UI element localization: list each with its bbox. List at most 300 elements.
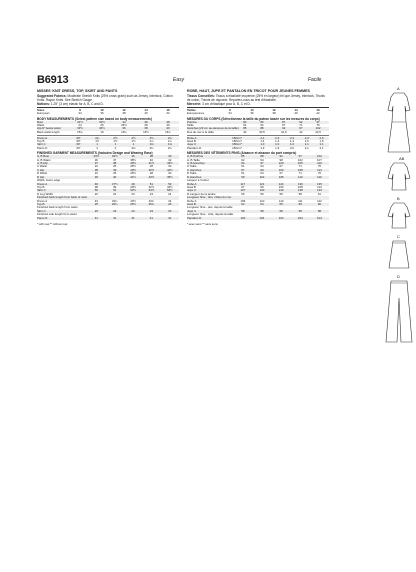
cell-value: 102 <box>307 127 329 130</box>
row-label: Top B <box>37 139 45 144</box>
row-label: Waist <box>37 123 45 128</box>
cell-value: 67 <box>282 123 286 128</box>
cell-value: 43¾ <box>148 198 155 203</box>
cell-value: 41 <box>142 217 160 220</box>
cell-value: 97 <box>233 169 252 172</box>
cell-value: 26½ <box>121 123 127 128</box>
row-label: Pantalon D <box>187 217 233 220</box>
divider <box>187 107 329 108</box>
body-measurements-en <box>37 121 179 135</box>
row-label: Longueur finie - dos, milieu du cou <box>187 196 233 199</box>
cell-value: 83 <box>251 121 273 124</box>
cell-value: 60" <box>76 145 81 150</box>
cell-value: 1,0 <box>285 143 300 146</box>
cell-value: 64 <box>233 203 252 206</box>
view-label: C <box>397 234 400 239</box>
cell-value: 109 <box>240 198 246 203</box>
view-label: AB <box>399 156 405 161</box>
cell-value: 39½ <box>124 162 142 165</box>
cell-value: 40½ <box>124 169 142 172</box>
cell-value: 150cm* <box>219 137 255 140</box>
cell-value: 40 <box>157 127 179 130</box>
cell-value: 30 <box>168 164 172 169</box>
cell-value: 2½ <box>106 137 124 140</box>
cell-value: 47½ <box>106 183 124 186</box>
cell-value: 1,6 <box>304 139 309 144</box>
row-label: Hanches (23 cm au-dessous de la taille) <box>187 126 239 131</box>
row-label: Hip-9" below waist <box>37 127 69 130</box>
cell-value: 42 <box>168 157 172 162</box>
cell-value: 1,1 <box>299 143 314 146</box>
cell-value: 64 <box>260 164 264 169</box>
cell-value: 80 <box>239 121 251 124</box>
cell-value: 1,4 <box>275 139 280 144</box>
row-label: D Taille <box>187 171 197 176</box>
cell-value: 2,3 <box>270 137 285 140</box>
cell-value: 87 <box>273 121 295 124</box>
row-label: Top B <box>37 203 87 206</box>
cell-value: 71 <box>299 123 303 128</box>
cell-value: 16 <box>100 129 104 134</box>
cell-value: 2¾ <box>161 137 179 140</box>
fabric-yardage-fr <box>187 137 329 151</box>
cell-value: 49 <box>124 183 142 186</box>
cell-value: 34½ <box>91 127 113 130</box>
body-measurements-title-en: BODY MEASUREMENTS (Select pattern size based on body measurements) <box>37 116 152 121</box>
cell-value: 2⅛ <box>131 145 136 150</box>
cell-value: 34 <box>113 121 135 124</box>
cell-value: 1⅛ <box>143 143 161 146</box>
finished-measurements-en <box>37 155 179 220</box>
row-label: Haut B <box>187 139 196 144</box>
row-label: Robe A <box>187 183 233 186</box>
cell-value: 33½ <box>69 127 91 130</box>
finished-measurements-title-fr: MESURES DES VÊTEMENTS FINIS (Aisance et aisance du port compris) <box>187 151 297 156</box>
cell-value: 38 <box>106 162 124 165</box>
cell-value: 76 <box>316 123 320 128</box>
row-label: Robe A <box>187 198 197 203</box>
pattern-number: B6913 <box>37 74 69 86</box>
cell-value: 40 <box>149 157 153 162</box>
cell-value: 51 <box>142 183 160 186</box>
cell-value: 25 <box>87 203 105 206</box>
cell-value: 23 <box>131 191 135 196</box>
cell-value: 97 <box>291 155 310 158</box>
cell-value: 143 <box>310 189 329 192</box>
cell-value: 23 <box>149 191 153 196</box>
cell-value: 1⅛ <box>161 143 179 146</box>
row-label: Jupe C <box>187 210 233 213</box>
cell-value: 2½ <box>143 137 161 140</box>
cell-value: 1,6 <box>319 139 324 144</box>
cell-value: 37 <box>87 162 105 165</box>
cell-value: 23 <box>161 210 179 213</box>
cell-value: 124 <box>272 183 291 186</box>
row-label: Finished back length from waist <box>37 205 78 210</box>
row-label: D Waist <box>37 171 48 176</box>
cell-value: 26½ <box>130 164 136 169</box>
cell-value: 2,1 <box>255 137 270 140</box>
cell-value: 22 <box>113 191 117 196</box>
cell-value: 2,6 <box>314 137 329 140</box>
cell-value: 23 <box>106 210 124 213</box>
cell-value: 2,0 <box>289 145 294 150</box>
cell-value: 108 <box>291 169 310 172</box>
view-label: A <box>397 86 400 91</box>
cell-value: 130 <box>291 183 310 186</box>
row-label: C Hanches <box>187 169 233 172</box>
row-label: Skirt C <box>37 210 87 213</box>
cell-value: 104 <box>252 217 271 220</box>
row-label: D Largeur de la jambe <box>187 191 216 196</box>
cell-value: 36 <box>124 155 142 158</box>
cell-value: 40 <box>106 176 124 179</box>
cell-value: 138 <box>291 189 310 192</box>
cell-value: 54½ <box>142 189 160 192</box>
cell-value: 61 <box>241 164 245 169</box>
cell-value: 117 <box>233 183 252 186</box>
row-label: C Waist <box>37 164 48 169</box>
cell-value: 38½ <box>130 157 136 162</box>
cell-value: 53 <box>161 183 179 186</box>
cell-value: 1,0 <box>270 143 285 146</box>
cell-value: 67 <box>279 171 283 176</box>
dress-a-drawing <box>385 92 413 154</box>
view-line-drawings <box>377 86 416 346</box>
cell-value: 24 <box>94 164 98 169</box>
cell-value: 92 <box>241 157 245 162</box>
cell-value: 1½ <box>113 139 118 144</box>
row-label: Jupe C <box>187 143 219 146</box>
finished-measurements-fr <box>187 155 329 220</box>
cell-value: 60" <box>69 143 88 146</box>
cell-value: 1,4 <box>260 139 265 144</box>
cell-value: 32½ <box>91 121 113 124</box>
cell-value: 112 <box>317 198 322 203</box>
cell-value: 1¾ <box>149 139 154 144</box>
cell-value: 1,4 <box>289 139 294 144</box>
table-row <box>187 147 329 150</box>
cell-value: 38 <box>135 127 157 130</box>
row-label: Top B <box>37 184 45 189</box>
cell-value: 37 <box>113 157 117 162</box>
sizes-row: Sizes 8 10 12 14 16 <box>37 107 170 112</box>
footnote-en: * with nap ** without nap <box>37 221 68 226</box>
row-label: Dress A <box>37 137 69 140</box>
garment-title-en: MISSES' KNIT DRESS, TOP, SKIRT AND PANTS <box>37 89 118 93</box>
footnote-fr: * avec sens ** sans sens <box>187 221 218 226</box>
cell-value: 64 <box>252 203 271 206</box>
cell-value: 43¼ <box>111 198 118 203</box>
cell-value: 25 <box>113 171 117 176</box>
cell-value: 58 <box>291 210 310 213</box>
cell-value: 44½ <box>161 169 179 172</box>
cell-value: 88 <box>252 155 271 158</box>
cell-value: 25¾ <box>142 203 160 206</box>
european-sizes-row: Européennes 34 36 38 40 42 <box>187 111 320 116</box>
cell-value: 38 <box>142 155 160 158</box>
row-label: Dos de nuc à la taille <box>187 129 214 134</box>
cell-value: 58 <box>310 210 329 213</box>
cell-value: 51 <box>106 189 124 192</box>
cell-value: 76 <box>317 164 322 169</box>
cell-value: 1½ <box>95 139 100 144</box>
cell-value: 103 <box>278 184 284 189</box>
row-label: D Hip <box>37 176 87 179</box>
cell-value: 99 <box>252 169 271 172</box>
cell-value: 150cm* <box>232 145 242 150</box>
row-label: Pantalon D <box>187 145 202 150</box>
cell-value: 56 <box>241 191 245 196</box>
cell-value: 1 <box>106 143 124 146</box>
cell-value: 2,3 <box>285 137 300 140</box>
cell-value: 65 <box>291 203 310 206</box>
cell-value: 97 <box>295 127 307 130</box>
body-measurements-fr <box>187 121 329 135</box>
cell-value: 92 <box>295 121 307 124</box>
table-row <box>187 217 329 220</box>
cell-value: 1 <box>88 143 106 146</box>
row-label: Pants D <box>37 217 87 220</box>
cell-value: 2¼ <box>167 145 172 150</box>
cell-value: 36 <box>94 157 98 162</box>
sizes-row: Tailles 8 10 12 14 16 <box>187 107 320 112</box>
cell-value: 99 <box>233 176 252 179</box>
cell-value: 150cm* <box>219 143 255 146</box>
row-label: Dress A <box>37 183 87 186</box>
cell-value: 113 <box>317 184 322 189</box>
cell-value: 113 <box>310 169 329 172</box>
dress-back-drawing <box>385 162 413 192</box>
cell-value: 30 <box>166 123 170 128</box>
cell-value: 41,5 <box>280 129 287 134</box>
body-measurements-title-fr: MESURES DU CORPS (Sélectionnez la taille du patron basée sur les mesures du corps) <box>187 116 320 121</box>
cell-value: 33½ <box>87 155 105 158</box>
cell-value: 71 <box>298 164 302 169</box>
row-label: Finished back length from back of neck <box>37 195 88 200</box>
cell-value: 36 <box>113 127 135 130</box>
cell-value: 58 <box>279 191 283 196</box>
row-label: Skirt C <box>37 143 69 146</box>
cell-value: 39 <box>113 184 117 189</box>
cell-value: 60" <box>69 137 88 140</box>
cell-value: 16¾ <box>165 129 171 134</box>
cell-value: 25½ <box>124 203 142 206</box>
cell-value: 23 <box>87 210 105 213</box>
cell-value: 58 <box>272 210 291 213</box>
row-label: Dress A <box>37 198 48 203</box>
row-label: Skirt C <box>37 189 87 192</box>
row-label: D Hanches <box>187 176 233 179</box>
row-label: Longueur finie - dos, depuis la taille <box>187 205 233 210</box>
cell-value: 40 <box>243 129 247 134</box>
cell-value: 94 <box>233 162 252 165</box>
cell-value: 2,1 <box>304 145 309 150</box>
cell-value: 2,1 <box>319 145 324 150</box>
cell-value: 116 <box>310 176 329 179</box>
cell-value: 41 <box>106 217 124 220</box>
cell-value: 58 <box>298 191 302 196</box>
cell-value: 52½ <box>124 189 142 192</box>
cell-value: 100 <box>272 162 291 165</box>
cell-value: 61 <box>241 171 245 176</box>
cell-value: 2 <box>114 145 117 150</box>
cell-value: 25 <box>100 123 104 128</box>
cell-value: 43½ <box>130 198 136 203</box>
cell-value: 102 <box>252 176 271 179</box>
cell-value: 1,9 <box>275 145 280 150</box>
cell-value: 36 <box>135 121 157 124</box>
cell-value: 40½ <box>130 184 136 189</box>
cell-value: 108 <box>297 184 303 189</box>
cell-value: 46 <box>87 183 105 186</box>
pants-d-drawing <box>383 280 415 344</box>
row-label: Jupe C <box>187 189 233 192</box>
view-label: D <box>397 274 400 279</box>
cell-value: 34½ <box>106 155 124 158</box>
cell-value: 110 <box>259 198 265 203</box>
cell-value: 2½ <box>124 137 142 140</box>
cell-value: 41½ <box>142 162 160 165</box>
row-label: Poitrine <box>187 121 239 124</box>
cell-value: 2 <box>96 145 99 150</box>
cell-value: 61 <box>243 123 247 128</box>
cell-value: 65 <box>272 203 291 206</box>
cell-value: 102 <box>310 155 329 158</box>
cell-value: 30 <box>168 171 172 176</box>
cell-value: 56½ <box>161 189 179 192</box>
cell-value: 102 <box>297 157 303 162</box>
cell-value: 71 <box>298 171 302 176</box>
cell-value: 97 <box>241 184 245 189</box>
row-label: Robe A <box>187 137 219 140</box>
cell-value: 66 <box>310 203 329 206</box>
row-label: Bust <box>37 121 69 124</box>
cell-value: 38 <box>157 121 179 124</box>
cell-value: 58 <box>233 210 252 213</box>
cell-value: 15¾ <box>77 129 83 134</box>
cell-value: 41 <box>124 217 142 220</box>
pattern-envelope-back <box>37 74 407 516</box>
cell-value: 76 <box>317 171 322 176</box>
row-label: A, B Waist <box>37 157 51 162</box>
row-label: Back waist length <box>37 129 60 134</box>
cell-value: 56 <box>260 191 264 196</box>
cell-value: 1¾ <box>167 139 172 144</box>
row-label: A, B Poitrine <box>187 155 233 158</box>
cell-value: 1,1 <box>314 143 329 146</box>
cell-value: 50 <box>87 189 105 192</box>
cell-value: 25 <box>113 164 117 169</box>
table-row <box>187 131 329 134</box>
cell-value: 104 <box>272 217 291 220</box>
cell-value: 44½ <box>166 184 173 189</box>
difficulty-level-fr: Facile <box>308 77 322 83</box>
cell-value: 94 <box>260 157 264 162</box>
finished-measurements-title-en: FINISHED GARMENT MEASUREMENTS (Includes Design and Wearing Ease) <box>37 151 153 156</box>
cell-value: 42½ <box>148 184 155 189</box>
notions-fr: Mercerie: 3 cm d'élastique pour A, B, C et D. <box>187 101 251 106</box>
cell-value: 25¼ <box>106 203 124 206</box>
difficulty-level-en: Easy <box>173 77 185 83</box>
notions-en: Notions: 1.25" (3 cm) elastic for A, B, C and D. <box>37 101 104 106</box>
cell-value: 61 <box>317 191 322 196</box>
row-label: D Leg Width <box>37 191 53 196</box>
cell-value: 31½ <box>69 121 91 124</box>
french-column <box>187 89 329 226</box>
cell-value: 92 <box>272 155 291 158</box>
cell-value: 23 <box>124 210 142 213</box>
cell-value: 43½ <box>161 162 179 165</box>
cell-value: 2¼ <box>149 145 154 150</box>
cell-value: 26½ <box>130 171 136 176</box>
table-row <box>37 147 179 150</box>
cell-value: 104 <box>310 217 329 220</box>
fabric-yardage-en <box>37 137 179 151</box>
cell-value: 105 <box>272 176 291 179</box>
cell-value: 38 <box>87 169 105 172</box>
cell-value: 43 <box>94 198 98 203</box>
sizes-table-en <box>37 109 179 116</box>
cell-value: 150cm* <box>232 139 242 144</box>
cell-value: 103 <box>272 169 291 172</box>
cell-value: 40 <box>161 155 179 158</box>
cell-value: 111 <box>298 198 303 203</box>
cell-value: 110 <box>291 176 310 179</box>
row-label: A, B Bust <box>37 155 87 158</box>
divider <box>37 107 179 108</box>
cell-value: 42 <box>299 129 303 134</box>
row-label: C Hip <box>37 169 87 172</box>
cell-value: 2¼ <box>88 137 106 140</box>
view-label: B <box>397 196 400 201</box>
cell-value: 28 <box>149 164 153 169</box>
table-row <box>37 217 179 220</box>
row-label: Finished side length from waist <box>37 212 77 217</box>
cell-value: 23 <box>142 210 160 213</box>
skirt-c-drawing <box>385 240 413 270</box>
cell-value: 26 <box>161 203 179 206</box>
cell-value: 85 <box>233 155 252 158</box>
cell-value: 58 <box>252 210 271 213</box>
english-column <box>37 89 179 226</box>
cell-value: 88 <box>251 127 273 130</box>
cell-value: 92 <box>273 127 295 130</box>
cell-value: 43½ <box>142 176 160 179</box>
row-label: A, B Hip <box>37 162 87 165</box>
cell-value: 107 <box>317 157 322 162</box>
row-label: Width, lower edge <box>37 178 61 183</box>
cell-value: 1½ <box>131 139 136 144</box>
cell-value: 105 <box>291 162 310 165</box>
cell-value: 130 <box>252 189 271 192</box>
cell-value: 16½ <box>143 129 149 134</box>
cell-value: 127 <box>233 189 252 192</box>
row-label: Haut B <box>187 184 196 189</box>
cell-value: 135 <box>310 183 329 186</box>
row-label: Taille <box>187 123 194 128</box>
cell-value: 99 <box>260 184 264 189</box>
cell-value: 39 <box>87 176 105 179</box>
cell-value: 38 <box>94 184 98 189</box>
cell-value: 85 <box>239 127 251 130</box>
cell-value: 64 <box>260 171 264 176</box>
top-b-drawing <box>385 202 413 230</box>
table-row <box>37 131 179 134</box>
sizes-table-fr <box>187 109 329 116</box>
cell-value: 24 <box>78 123 82 128</box>
cell-value: 104 <box>233 217 252 220</box>
